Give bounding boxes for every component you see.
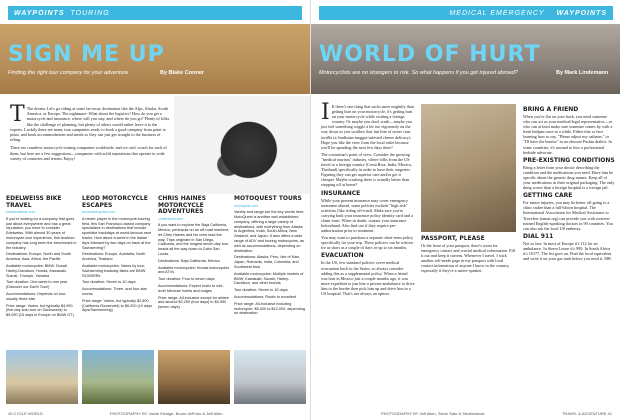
- body-paragraph: When you're flat on your back, you need someone who can act as your medical/legal representative—or who can at least make sure someone comes by with a fresh bedpan once in a while. Either that or face learning how to say, "Please adjust my catheter," or "I'll have the burrito" in an obscure Pashtu dialect. In some countries, it's normal to hire a professional bedside advocate.: [523, 114, 613, 155]
- photo-strip: [6, 350, 306, 404]
- drop-cap: I: [321, 100, 330, 125]
- section-heading: EVACUATION: [321, 252, 364, 260]
- company-text: Destinations: Europe, Australia, North America, Thailand: [82, 252, 146, 262]
- article-column: [523, 104, 615, 263]
- body-paragraph: Or the front of your passport, there's room for emergency contact and crucial medical information. Fill it out and keep it current. Whenever I travel, I stick another self-made page in my passport with local contact information of anyone I know in the country, especially if they're a native speaker.: [421, 243, 515, 274]
- hero-image: [311, 24, 620, 94]
- page-number: TRAVEL & ADVENTURE 41: [561, 411, 612, 416]
- company-column: [158, 196, 230, 320]
- company-text: Destinations: Baja California, Mexico: [158, 258, 220, 263]
- company-text: Destinations: Europe, North and South America, Asia, Africa, the Pacific: [6, 252, 72, 262]
- company-text: Available motorcycles: Varies by tour; Sachsenring trackday bikes are BMW S1000RRs: [82, 263, 146, 278]
- company-name: LEOD MOTORCYCLE ESCAPES: [82, 195, 148, 209]
- section-label: WAYPOINTS: [556, 9, 607, 17]
- section-heading: DIAL 911: [523, 232, 554, 240]
- company-text: Variety and range are the key words here: MotoQuest is another well-established company, offering a large variety of destinations, with everything from Alaska to Argentina, India, South Africa, New Zealand, and Japan. It also offers a wide range of ADV and touring motorcycles, as well as accommodations, depending on destination.: [234, 210, 305, 253]
- company-text: Tour duration: One week to one year (Discover our Earth Tour!): [6, 280, 68, 290]
- body-paragraph: The contrarian's point of view: Consider the growing "medical tourism" industry, where folks from the US travel to a foreign country (Costa Rica, India, Mexico, Thailand) specifically in order to have their surgeries. Figuring they can get superior care and/or get it cheaper. Maybe crashing there is actually better than stepping off at home?: [321, 151, 413, 188]
- body-paragraph: I If there's one thing that sucks more mightily than getting hurt on your motorcycle, it's getting hurt on your motorcycle while visiting a foreign country. Or maybe you don't crash—maybe you just feel something wiggle a bit too vigorously on the way down as you swallow that last bite of sweet corn tortilla (a Sardinian maggot-infested cheese delicacy). Hope you like the view from the local toilet because you'll be spending the next few days there!: [321, 100, 414, 150]
- intro-paragraph: T The dream: Let's go riding at some far-away destination like the Alps, Alaska, South America, or Europe. The nightmare: What about the logistics? How do you get a motorcycle and insurance, where will you stay, and where do you go? Plenty of folks like the challenge of planning, but plenty of others would rather leave it to the experts. Luckily there are many tour companies ready to book a good company from point to point, and book accommodations and meals so they can just get straight to the business of riding.: [10, 102, 170, 143]
- company-text: Price range: All-inclusive including motorcycle: $5,400 to $12,000, depending on destination: [234, 301, 305, 316]
- drop-cap: T: [10, 102, 25, 127]
- company-text: Tour duration: Four to seven days: [158, 277, 215, 282]
- company-text: Tour duration: Seven to 15 days: [234, 288, 288, 293]
- company-name: MOTOQUEST TOURS: [234, 195, 302, 202]
- article-column: [421, 104, 516, 276]
- page-number: 40 CYCLE WORLD: [8, 411, 43, 416]
- article-title: SIGN ME UP: [8, 42, 165, 67]
- section-heading: PRE-EXISTING CONDITIONS: [523, 156, 615, 164]
- body-paragraph: In the US, few standard policies cover medical evacuation back to the States, so always consider adding this as a supplemental policy. When a friend was hurt in Mexico just a couple months ago, it was more expedient to just hire a private ambulance to drive him to the border then pick him up and drive him to a US hospital. That's not always an option.: [321, 260, 415, 296]
- company-url[interactable]: chrishaines.com: [158, 216, 184, 221]
- section-heading: GETTING CARE: [523, 192, 573, 200]
- company-text: Accommodations: Rustic to excellent: [234, 295, 297, 300]
- article-dek: Finding the right tour company for your adventure: [8, 70, 129, 76]
- byline: By Mark Lindemann: [556, 70, 609, 76]
- company-text: Destinations: Alaska, Peru, Isle of Man, Japan, Romania, India, Colombia, and Southwest Asia: [234, 255, 301, 270]
- company-text: Price range: Varies, but typically $4,990 (five-day solo tour on Sachswerd) to $9,090 (15 days in Europe on BMW GT): [6, 303, 74, 318]
- section-heading: INSURANCE: [321, 189, 361, 197]
- company-name: CHRIS HAINES MOTORCYCLE ADVENTURES: [158, 195, 207, 215]
- company-text: Available motorcycles: Honda motorcycles and ATVs: [158, 265, 230, 275]
- section-bar: [319, 6, 613, 20]
- company-column: [82, 196, 154, 320]
- photo-credit: PHOTOGRAPHY BY Jamie Elvidge, Bruno deProto & Jeff Allen: [110, 411, 223, 416]
- body-paragraph: For minor injuries, you may be better off going to a clinic rather than a full-blown hospital. The International Association for Medical Assistance to Travelers (iamat.org) can provide you with western-trained English-speaking doctors in 90 countries. You can also ask the local US embassy.: [523, 200, 613, 231]
- tour-photo: [6, 350, 78, 404]
- section-heading: PASSPORT, PLEASE: [421, 235, 485, 242]
- company-text: If you're looking for a company that goes just about everywhere and has a great reputation, you have to consider Edelweiss. With almost 30 years of motorcycle-tour experience, this Austrian company has long been the benchmark in the industry.: [6, 216, 77, 250]
- company-text: Available motorcycles: Multiple models of BMW, Kawasaki, Suzuki, Harley-Davidson, and other brands: [234, 271, 304, 286]
- company-name: EDELWEISS BIKE TRAVEL: [6, 195, 62, 209]
- company-text: If you want to explore the Baja California, Mexico, peninsula on an off-road machine, let Chris Haines and his crew lead the way. Trips originate in San Diego, California, and the longest seven-day tour heads all the way down to Cabo San Lucas.: [158, 223, 230, 257]
- company-text: Accommodations: Three- and four-star rooms: [82, 287, 147, 296]
- article-title: WORLD OF HURT: [319, 42, 541, 67]
- section-label: WAYPOINTS: [14, 9, 65, 17]
- byline: By Blake Conner: [160, 70, 205, 76]
- company-columns: [6, 196, 306, 320]
- company-text: Price range: All-inclusive except for airfare and alcohol $2,200 (four days) to $4,950 (seven days): [158, 295, 229, 310]
- company-url[interactable]: edelweissbike.com: [6, 210, 36, 214]
- tour-photo: [234, 350, 306, 404]
- company-text: Available motorcycles: BMW, Ducati, Harley-Davidson, Honda, Kawasaki, Suzuki, Triumph, Yamaha: [6, 263, 68, 278]
- intro-text: [10, 102, 170, 164]
- body-paragraph: Not so fast: In most of Europe it's 112 for an ambulance. In Sierra Leone it's 999. In South Africa it's 10177. The list goes on. Find the local equivalent and write it on your gas tank before you need it. MR: [523, 240, 612, 262]
- company-text: A newer player in the motorcycle-touring field, this San Francisco-based company specializes in destinations that include sportbike trackdays at world-famous race tracks. How about a week in the Italian Alps followed by two days on track at the Sachsenring?: [82, 216, 152, 250]
- company-text: Tour duration: Seven to 10 days: [82, 280, 136, 285]
- section-sublabel: TOURING: [70, 9, 110, 17]
- accident-photo: [421, 104, 516, 232]
- article-dek: Motorcyclists are no strangers to risk. So what happens if you get injured abroad?: [319, 70, 518, 76]
- company-column: [234, 196, 306, 320]
- section-heading: BRING A FRIEND: [523, 106, 579, 113]
- company-column: [6, 196, 78, 320]
- section-sublabel: MEDICAL EMERGENCY: [449, 9, 545, 17]
- body-paragraph: You may want to purchase a separate short-term policy specifically for your trip. These policies can be written for as short as a couple of days or up to six months.: [321, 235, 414, 251]
- intro-paragraph: There are countless motorcycle touring companies worldwide, and we can't vouch for each of them, but here are a few suggestions—companies with solid reputations that operate in wide variety of countries and terrain. Enjoy!: [10, 145, 167, 161]
- company-url[interactable]: leodmotorcycles.com: [82, 210, 115, 214]
- company-text: Price range: Varies, but typically $2,800 (California Rooseveld) to $6,200 (10 days Alps/Sachsenring): [82, 298, 153, 313]
- tour-photo: [82, 350, 154, 404]
- article-column: [321, 100, 415, 298]
- tour-photo: [158, 350, 230, 404]
- company-text: Accommodations: Depends on tour, usually three-star: [6, 291, 67, 301]
- body-paragraph: Bring a letter from your doctor describing the condition and the medications you need. Have him be specific about the generic drug names. Keep all of your medications in their original packaging. The only thing worse than a foreign hospital is a foreign jail.: [523, 164, 615, 191]
- motorcycle-photo: [174, 96, 310, 194]
- right-page: [310, 0, 620, 420]
- body-paragraph: While your present insurance may cover emergency treatment abroad, some policies exclude "high risk" activities (like riding off-road). Make sure you're carrying both your insurance policy identity card and a claim form. When in doubt, contact your insurance beforehand. Also find out if they require pre-authorization prior to treatment.: [321, 197, 413, 234]
- company-text: Accommodations: Expect rustic to mid-level Mexican hotels and lodges: [158, 284, 224, 293]
- section-bar: [8, 6, 302, 20]
- photo-credit: PHOTOGRAPHY BY Jeff Allen, Steve Sato & Shutterstock: [381, 411, 485, 416]
- hero-image: [0, 24, 310, 94]
- company-url[interactable]: motoquest.com: [234, 203, 258, 208]
